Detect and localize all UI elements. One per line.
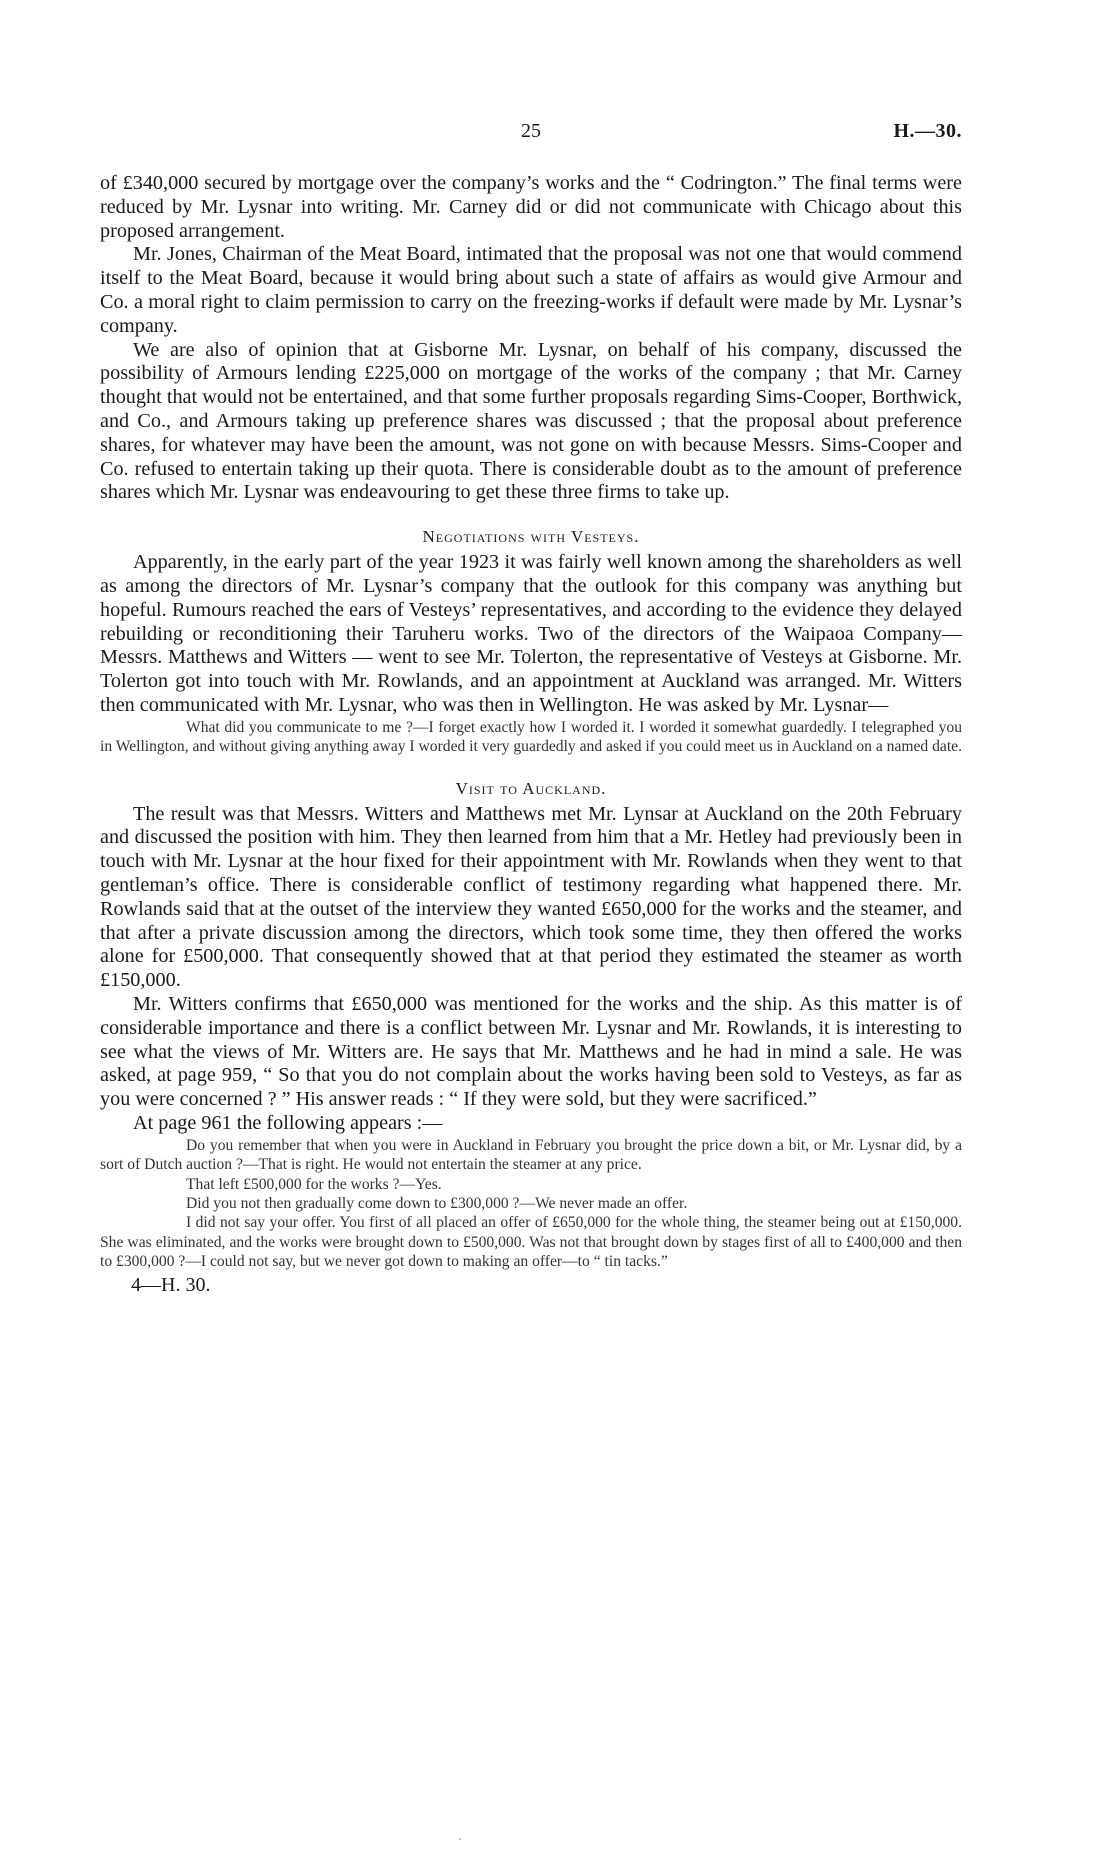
paragraph-gisborne-opinion: We are also of opinion that at Gisborne Mr. Lysnar, on behalf of his company, discussed the possibility of Armours lending £225,000 on mortgage of the works of the company ; that Mr. Carney thought that would not be entertained, and that some further proposals regarding Sims-Cooper, Borthwick, and Co., and Armours taking up preference shares was discussed ; that the proposal about preference shares, for whatever may have been the amount, was not gone on with because Messrs. Sims-Cooper and Co. refused to entertain taking up their quota. There is considerable doubt as to the amount of preference shares which Mr. Lysnar was endeavouring to get these three firms to take up. bbox=[100, 338, 962, 504]
page-body bbox=[100, 172, 962, 1297]
testimony-quote-300000: Did you not then gradually come down to £300,000 ?—We never made an offer. bbox=[186, 1194, 688, 1212]
sheet-reference: 4—H. 30. bbox=[131, 1273, 211, 1296]
testimony-quote: What did you communicate to me ?—I forget exactly how I worded it. I worded it somewhat guardedly. I telegraphed you in Wellington, and without giving anything away I worded it very guardedly and asked if you could meet us in Auckland on a named date. bbox=[100, 718, 962, 756]
scan-speck bbox=[459, 1838, 461, 1840]
testimony-quote-tin-tacks: I did not say your offer. You first of all placed an offer of £650,000 for the whole thing, the steamer being out at £150,000. She was eliminated, and the works were brought down to £500,000. Was not that brought down by stages first of all to £400,000 and then to £300,000 ?—I could not say, but we never got down to making an offer—to “ tin tacks.” bbox=[100, 1214, 962, 1271]
section-heading-negotiations: Negotiations with Vesteys. bbox=[422, 527, 640, 547]
document-reference: H.—30. bbox=[893, 120, 962, 142]
testimony-quote-dutch-auction: Do you remember that when you were in Auckland in February you brought the price down a bit, or Mr. Lysnar did, by a sort of Dutch auction ?—That is right. He would not entertain the steamer at any price. bbox=[100, 1136, 962, 1174]
testimony-quote-block bbox=[100, 718, 962, 757]
paragraph-continuation: of £340,000 secured by mortgage over the company’s works and the “ Codrington.” The final terms were reduced by Mr. Lysnar into writing. Mr. Carney did or did not communicate with Chicago about this proposed arrangement. bbox=[100, 172, 962, 242]
section-heading-visit-auckland: Visit to Auckland. bbox=[455, 778, 607, 798]
page-header bbox=[100, 120, 962, 150]
paragraph-negotiations: Apparently, in the early part of the year 1923 it was fairly well known among the shareholders as well as among the directors of Mr. Lysnar’s company that the outlook for this company was anything but hopeful. Rumours reached the ears of Vesteys’ representatives, and according to the evidence they delayed rebuilding or reconditioning their Taruheru works. Two of the directors of the Waipaoa Company—Messrs. Matthews and Witters — went to see Mr. Tolerton, the representative of Vesteys at Gisborne. Mr. Tolerton got into touch with Mr. Rowlands, and an appointment at Auckland was arranged. Mr. Witters then communicated with Mr. Lysnar, who was then in Wellington. He was asked by Mr. Lysnar— bbox=[100, 551, 962, 716]
paragraph-page-961: At page 961 the following appears :— bbox=[133, 1111, 443, 1134]
paragraph-witters-confirms: Mr. Witters confirms that £650,000 was mentioned for the works and the ship. As this matter is of considerable importance and there is a conflict between Mr. Lysnar and Mr. Rowlands, it is interesting to see what the views of Mr. Witters are. He says that Mr. Matthews and he had in mind a sale. He was asked, at page 959, “ So that you do not complain about the works having been sold to Vesteys, as far as you were concerned ? ” His answer reads : “ If they were sold, but they were sacrificed.” bbox=[100, 992, 962, 1111]
paragraph-auckland-meeting: The result was that Messrs. Witters and Matthews met Mr. Lynsar at Auckland on the 20th February and discussed the position with him. They then learned from him that a Mr. Hetley had previously been in touch with Mr. Lysnar at the hour fixed for their appointment with Mr. Rowlands when they went to that gentleman’s office. There is considerable conflict of testimony regarding what happened there. Mr. Rowlands said that at the outset of the interview they wanted £650,000 for the works and the steamer, and that after a private discussion among the directors, which took some time, they then offered the works alone for £500,000. That consequently showed that at that period they estimated the steamer as worth £150,000. bbox=[100, 802, 962, 992]
testimony-quote-500000: That left £500,000 for the works ?—Yes. bbox=[186, 1175, 442, 1193]
testimony-quote-block-961 bbox=[100, 1136, 962, 1272]
page-number: 25 bbox=[521, 120, 541, 142]
paragraph-meat-board: Mr. Jones, Chairman of the Meat Board, intimated that the proposal was not one that would commend itself to the Meat Board, because it would bring about such a state of affairs as would give Armour and Co. a moral right to claim permission to carry on the freezing-works if default were made by Mr. Lysnar’s company. bbox=[100, 243, 962, 337]
